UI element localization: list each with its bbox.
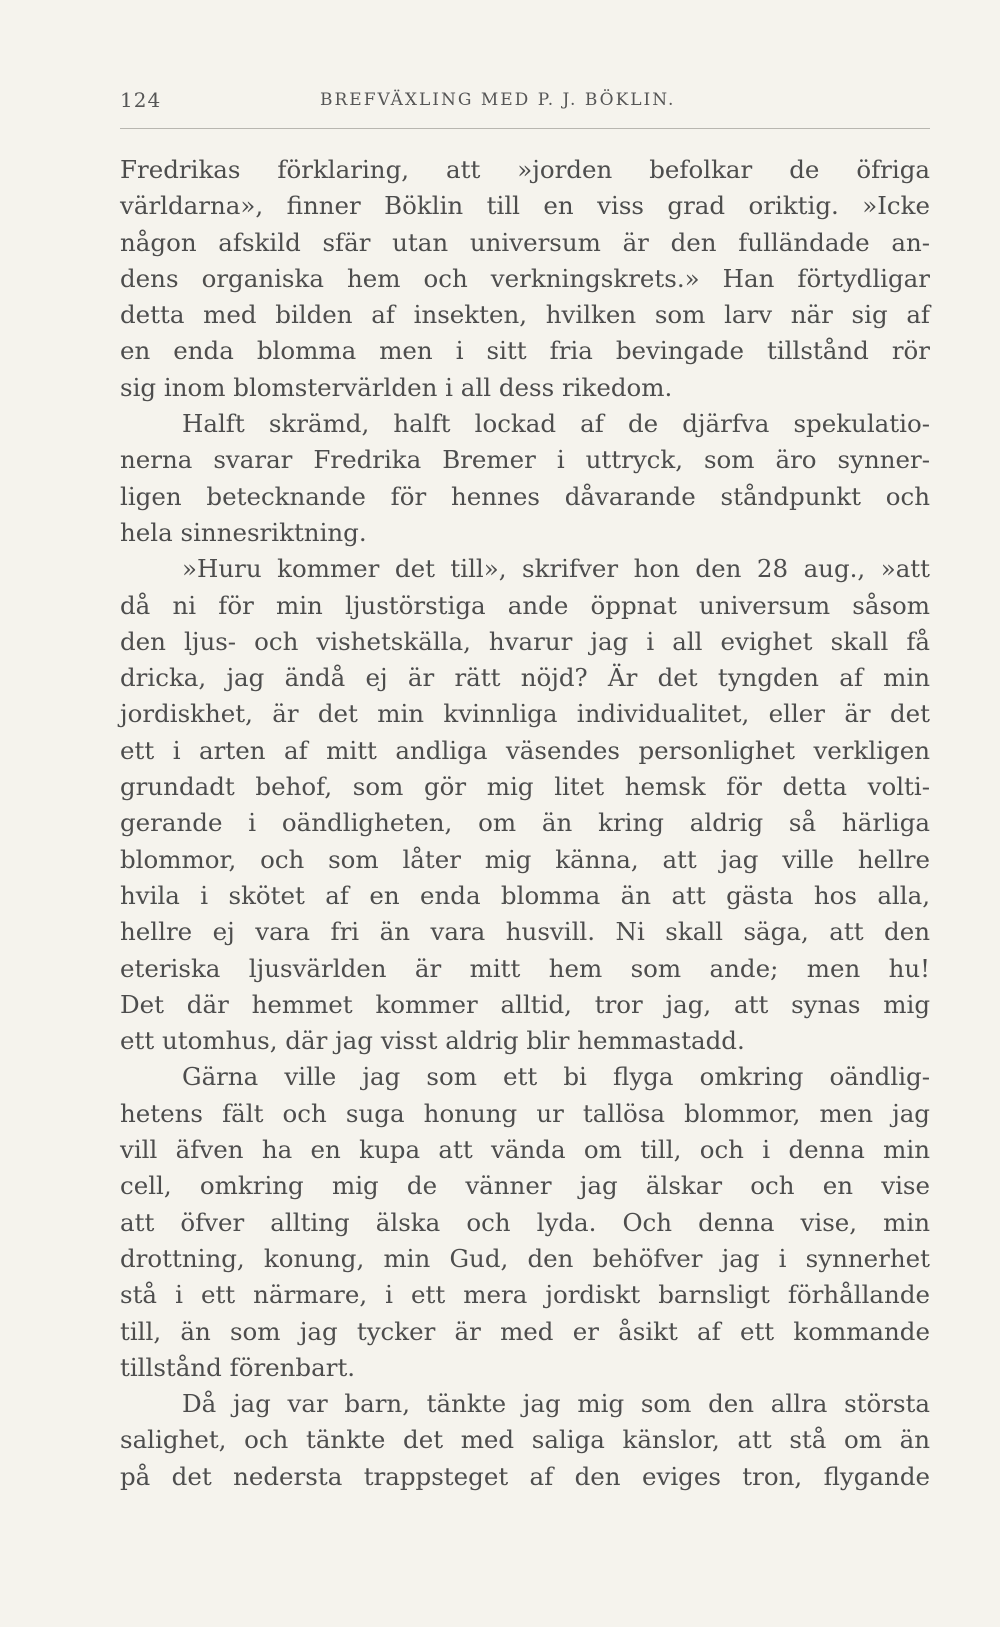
header-rule: [120, 128, 930, 129]
text-line: stå i ett närmare, i ett mera jordiskt barnsligt förhållande: [120, 1280, 930, 1310]
page-number: 124: [120, 88, 162, 112]
text-line: någon afskild sfär utan universum är den fulländade an-: [120, 227, 930, 257]
running-title: BREFVÄXLING MED P. J. BÖKLIN.: [320, 90, 676, 110]
text-line: till, än som jag tycker är med er åsikt af ett kommande: [120, 1316, 930, 1346]
text-line: Gärna ville jag som ett bi flyga omkring oändlig-: [182, 1062, 930, 1092]
text-line: Fredrikas förklaring, att »jorden befolkar de öfriga: [120, 155, 930, 184]
text-line: Då jag var barn, tänkte jag mig som den allra största: [182, 1389, 930, 1419]
text-line: dricka, jag ändå ej är rätt nöjd? Är det tyngden af min: [120, 663, 930, 693]
text-line: eteriska ljusvärlden är mitt hem som ande; men hu!: [120, 953, 930, 983]
text-line: på det nedersta trappsteget af den eviges tron, flygande: [120, 1461, 930, 1491]
text-line: »Huru kommer det till», skrifver hon den 28 aug., »att: [182, 554, 930, 584]
body-text: [120, 152, 930, 1495]
text-line: gerande i oändligheten, om än kring aldrig så härliga: [120, 808, 930, 838]
text-line: ett i arten af mitt andliga väsendes personlighet verkligen: [120, 735, 930, 765]
text-line: hvila i skötet af en enda blomma än att gästa hos alla,: [120, 880, 930, 910]
text-line: tillstånd förenbart.: [120, 1352, 356, 1382]
text-line: detta med bilden af insekten, hvilken som larv när sig af: [120, 300, 930, 330]
text-line: hetens fält och suga honung ur tallösa blommor, men jag: [120, 1098, 930, 1128]
text-line: ligen betecknande för hennes dåvarande ståndpunkt och: [120, 481, 930, 511]
text-line: cell, omkring mig de vänner jag älskar och en vise: [120, 1171, 930, 1201]
text-line: salighet, och tänkte det med saliga känslor, att stå om än: [120, 1425, 930, 1455]
text-line: hela sinnesriktning.: [120, 517, 367, 547]
text-line: världarna», finner Böklin till en viss grad oriktig. »Icke: [120, 191, 930, 221]
text-line: Det där hemmet kommer alltid, tror jag, att synas mig: [120, 989, 930, 1019]
text-line: en enda blomma men i sitt fria bevingade tillstånd rör: [120, 336, 930, 366]
text-line: ett utomhus, där jag visst aldrig blir hemmastadd.: [120, 1026, 745, 1056]
text-line: nerna svarar Fredrika Bremer i uttryck, som äro synner-: [120, 445, 930, 475]
text-line: jordiskhet, är det min kvinnliga individualitet, eller är det: [120, 699, 930, 729]
text-line: vill äfven ha en kupa att vända om till, och i denna min: [120, 1135, 930, 1165]
text-line: blommor, och som låter mig känna, att jag ville hellre: [120, 844, 930, 874]
text-line: sig inom blomstervärlden i all dess rikedom.: [120, 372, 673, 402]
text-line: grundadt behof, som gör mig litet hemsk för detta volti-: [120, 772, 930, 802]
running-head: [120, 88, 930, 118]
text-line: att öfver allting älska och lyda. Och denna vise, min: [120, 1207, 930, 1237]
text-line: dens organiska hem och verkningskrets.» Han förtydligar: [120, 263, 930, 293]
text-line: då ni för min ljustörstiga ande öppnat universum såsom: [120, 590, 930, 620]
text-line: drottning, konung, min Gud, den behöfver jag i synnerhet: [120, 1243, 930, 1273]
text-line: Halft skrämd, halft lockad af de djärfva spekulatio-: [182, 409, 930, 439]
text-line: hellre ej vara fri än vara husvill. Ni skall säga, att den: [120, 917, 930, 947]
text-line: den ljus- och vishetskälla, hvarur jag i all evighet skall få: [120, 626, 930, 656]
